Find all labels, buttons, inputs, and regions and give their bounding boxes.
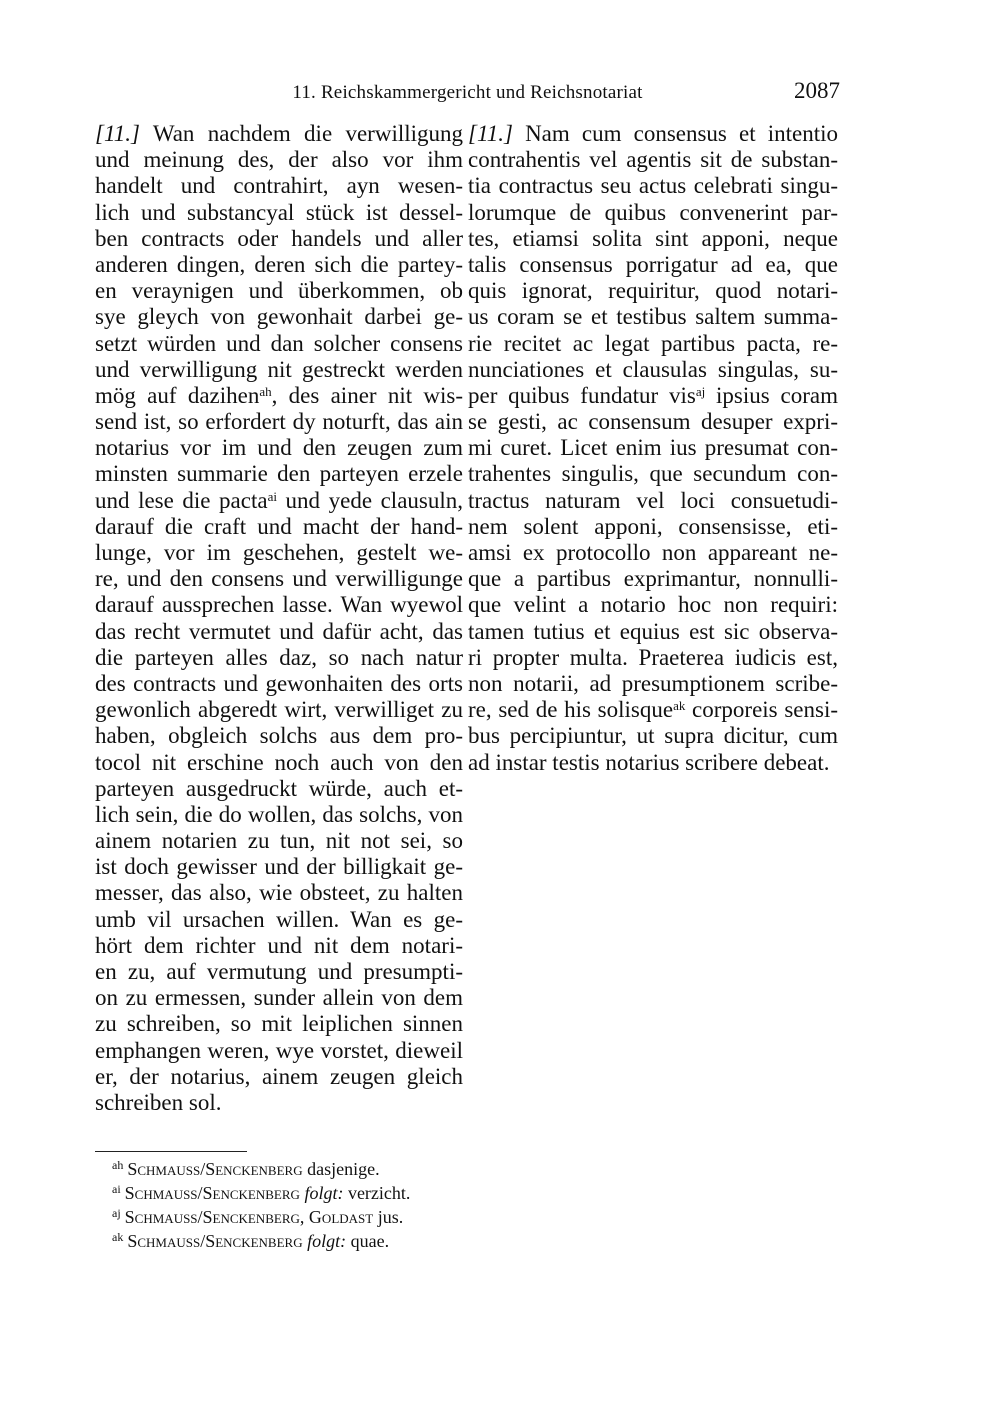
text-fragment: schreiben sol. xyxy=(95,1089,222,1115)
text-fragment: Nam cum consensus et intentio xyxy=(512,121,838,146)
page-number: 2087 xyxy=(794,78,840,103)
text-line xyxy=(95,592,463,618)
text-line xyxy=(95,147,463,173)
text-fragment: mög auf dazihen xyxy=(95,382,260,408)
text-fragment: ainem notarien zu tun, nit not sei, so xyxy=(95,828,463,854)
footnote-ref: ak xyxy=(673,698,686,714)
text-line xyxy=(95,226,463,252)
text-fragment: anderen dingen, deren sich die partey- xyxy=(95,251,463,277)
footnote-mark: ah xyxy=(112,1158,124,1172)
text-fragment: bus percipiuntur, ut supra dicitur, cum xyxy=(468,723,838,749)
section-marker: [11.] xyxy=(468,121,513,146)
text-line xyxy=(95,776,463,802)
text-line xyxy=(95,173,463,199)
text-line xyxy=(95,1064,463,1090)
footnote-source: Schmauss/Senckenberg xyxy=(127,1231,303,1251)
text-line xyxy=(468,200,838,226)
footnote-source: Schmauss/Senckenberg, Goldast xyxy=(124,1207,374,1227)
text-line xyxy=(95,854,463,880)
text-fragment: lich sein, die do wollen, das solchs, von xyxy=(95,801,463,827)
text-fragment: tamen tutius et equius est sic observa- xyxy=(468,618,838,644)
text-fragment: tia contractus seu actus celebrati singu- xyxy=(468,173,838,199)
text-fragment: setzt würden und dan solcher consens xyxy=(95,330,463,356)
text-line xyxy=(468,331,838,357)
footnote-source: Schmauss/Senckenberg xyxy=(127,1159,303,1179)
footnote-mark: aj xyxy=(112,1206,121,1220)
text-line xyxy=(468,278,838,304)
text-fragment: die parteyen alles daz, so nach natur xyxy=(95,644,463,670)
text-fragment: handelt und contrahirt, ayn wesen- xyxy=(95,173,463,199)
text-fragment: lorumque de quibus convenerint par- xyxy=(468,199,838,225)
footnote-rule xyxy=(95,1151,247,1152)
text-line xyxy=(95,461,463,487)
text-fragment: hört dem richter und nit dem notari- xyxy=(95,932,463,958)
text-fragment: lich und substancyal stück ist dessel- xyxy=(95,199,463,225)
footnotes xyxy=(112,1157,410,1253)
text-line xyxy=(95,880,463,906)
text-fragment: und verwilligung nit gestreckt werden xyxy=(95,356,463,382)
text-line xyxy=(468,226,838,252)
text-fragment: er, der notarius, ainem zeugen gleich xyxy=(95,1063,463,1089)
text-line xyxy=(468,488,838,514)
text-line xyxy=(95,409,463,435)
text-fragment: minsten summarie den parteyen erzele xyxy=(95,461,463,487)
text-line xyxy=(95,933,463,959)
text-line xyxy=(95,645,463,671)
footnote xyxy=(112,1181,410,1205)
text-line xyxy=(95,907,463,933)
text-fragment: send ist, so erfordert dy noturft, das ain xyxy=(95,409,463,435)
text-fragment: corporeis sensi- xyxy=(685,697,838,723)
text-fragment: und lese die pacta xyxy=(95,487,268,513)
section-marker: [11.] xyxy=(95,121,140,146)
text-line xyxy=(95,959,463,985)
footnote-ref: ai xyxy=(267,488,277,504)
text-line xyxy=(95,357,463,383)
text-fragment: haben, obgleich solchs aus dem pro- xyxy=(95,723,463,749)
text-fragment: trahentes singulis, que secundum con- xyxy=(468,461,838,487)
text-fragment: zu schreiben, so mit leiplichen sinnen xyxy=(95,1011,463,1037)
text-fragment: que velint a notario hoc non requiri: xyxy=(468,592,838,618)
german-text-column xyxy=(95,121,463,1116)
text-line xyxy=(468,671,838,697)
text-line xyxy=(468,592,838,618)
text-fragment: tocol nit erschine noch auch von den xyxy=(95,749,463,775)
text-line xyxy=(468,121,838,147)
text-fragment: mi curet. Licet enim ius presumat con- xyxy=(468,435,838,461)
text-line xyxy=(468,697,838,723)
text-line xyxy=(468,461,838,487)
text-fragment: quis ignorat, requiritur, quod notari- xyxy=(468,278,838,304)
text-line xyxy=(95,488,463,514)
text-fragment: en veraynigen und überkommen, ob xyxy=(95,278,463,304)
text-line xyxy=(95,828,463,854)
text-fragment: talis consensus porrigatur ad ea, que xyxy=(468,251,838,277)
text-fragment: ist doch gewisser und der billigkait ge- xyxy=(95,854,463,880)
footnote-text: quae. xyxy=(346,1231,390,1251)
text-fragment: en zu, auf vermutung und presumpti- xyxy=(95,959,463,984)
text-line xyxy=(95,566,463,592)
footnote-source: Schmauss/Senckenberg xyxy=(124,1183,300,1203)
text-fragment: rie recitet ac legat partibus pacta, re- xyxy=(468,330,838,356)
text-fragment: des contracts und gewonhaiten des orts xyxy=(95,670,463,696)
text-fragment: parteyen ausgedruckt würde, auch et- xyxy=(95,775,463,801)
text-line xyxy=(95,1038,463,1064)
text-fragment: umb vil ursachen willen. Wan es ge- xyxy=(95,906,463,932)
text-fragment: amsi ex protocollo non appareant ne- xyxy=(468,540,838,565)
text-fragment: per quibus fundatur vis xyxy=(468,382,696,408)
text-fragment: contrahentis vel agentis sit de substan- xyxy=(468,147,838,173)
footnote-mark: ak xyxy=(112,1230,124,1244)
text-line xyxy=(468,147,838,173)
text-fragment: und yede clausuln, xyxy=(276,487,463,513)
text-line xyxy=(95,121,463,147)
footnote-text: verzicht. xyxy=(343,1183,411,1203)
running-title: 11. Reichskammergericht und Reichsnotariat xyxy=(292,82,643,103)
text-fragment: sye gleych von gewonhait darbei ge- xyxy=(95,304,463,330)
text-fragment: messer, das also, wie obsteet, zu halten xyxy=(95,880,463,906)
text-line xyxy=(95,304,463,330)
footnote-text: dasjenige. xyxy=(302,1159,380,1179)
text-fragment: darauf die craft und macht der hand- xyxy=(95,513,463,539)
text-line xyxy=(468,619,838,645)
footnote-label: folgt: xyxy=(307,1231,347,1251)
footnote-label: folgt: xyxy=(304,1183,344,1203)
footnote-text: jus. xyxy=(373,1207,404,1227)
text-fragment: que a partibus exprimantur, nonnulli- xyxy=(468,566,838,592)
text-line xyxy=(95,985,463,1011)
text-line xyxy=(468,566,838,592)
text-line xyxy=(468,723,838,749)
text-line xyxy=(468,304,838,330)
text-fragment: lunge, vor im geschehen, gestelt we- xyxy=(95,540,463,565)
page-header xyxy=(95,78,840,108)
text-line xyxy=(95,331,463,357)
text-fragment: das recht vermutet und dafür acht, das xyxy=(95,618,463,644)
text-line xyxy=(95,1090,463,1116)
footnote-ref: ah xyxy=(259,383,272,399)
text-fragment: on zu ermessen, sunder allein von dem xyxy=(95,985,463,1011)
text-line xyxy=(95,435,463,461)
text-fragment: re, und den consens und verwilligunge xyxy=(95,566,463,592)
text-line xyxy=(468,409,838,435)
text-fragment: ben contracts oder handels und aller xyxy=(95,225,463,251)
text-line xyxy=(95,723,463,749)
text-line xyxy=(468,435,838,461)
text-fragment: non notarii, ad presumptionem scribe- xyxy=(468,670,838,696)
footnote-ref: aj xyxy=(695,383,706,399)
text-fragment: nunciationes et clausulas singulas, su- xyxy=(468,356,838,382)
text-line xyxy=(468,750,838,776)
text-fragment: us coram se et testibus saltem summa- xyxy=(468,304,838,330)
text-line xyxy=(468,357,838,383)
latin-text-column xyxy=(468,121,838,776)
text-line xyxy=(468,252,838,278)
text-line xyxy=(95,1011,463,1037)
text-line xyxy=(468,173,838,199)
text-line xyxy=(95,200,463,226)
text-fragment: und meinung des, der also vor ihm xyxy=(95,147,463,173)
text-line xyxy=(95,514,463,540)
text-line xyxy=(95,383,463,409)
text-line xyxy=(95,671,463,697)
text-fragment: ipsius coram xyxy=(705,382,838,408)
text-fragment: tractus naturam vel loci consuetudi- xyxy=(468,487,838,513)
text-fragment: se gesti, ac consensum desuper expri- xyxy=(468,409,838,435)
text-line xyxy=(468,540,838,566)
footnote xyxy=(112,1205,410,1229)
text-fragment: nem solent apponi, consensisse, eti- xyxy=(468,513,838,539)
text-line xyxy=(468,514,838,540)
text-fragment: emphangen weren, wye vorstet, dieweil xyxy=(95,1037,463,1063)
text-fragment: tes, etiamsi solita sint apponi, neque xyxy=(468,225,838,251)
footnote-mark: ai xyxy=(112,1182,121,1196)
text-fragment: Wan nachdem die verwilligung xyxy=(139,121,463,146)
text-fragment: re, sed de his solisque xyxy=(468,697,674,723)
text-fragment: gewonlich abgeredt wirt, verwilliget zu xyxy=(95,697,463,723)
text-line xyxy=(468,645,838,671)
text-line xyxy=(95,697,463,723)
text-line xyxy=(95,278,463,304)
text-line xyxy=(468,383,838,409)
text-fragment: notarius vor im und den zeugen zum xyxy=(95,435,463,461)
text-line xyxy=(95,252,463,278)
text-line xyxy=(95,540,463,566)
text-fragment: , des ainer nit wis- xyxy=(271,382,464,408)
text-fragment: ad instar testis notarius scribere debeat. xyxy=(468,749,830,775)
footnote xyxy=(112,1157,410,1181)
text-fragment: darauf aussprechen lasse. Wan wyewol xyxy=(95,592,463,618)
text-line xyxy=(95,619,463,645)
text-line xyxy=(95,750,463,776)
footnote xyxy=(112,1229,410,1253)
text-line xyxy=(95,802,463,828)
text-fragment: ri propter multa. Praeterea iudicis est, xyxy=(468,644,838,670)
